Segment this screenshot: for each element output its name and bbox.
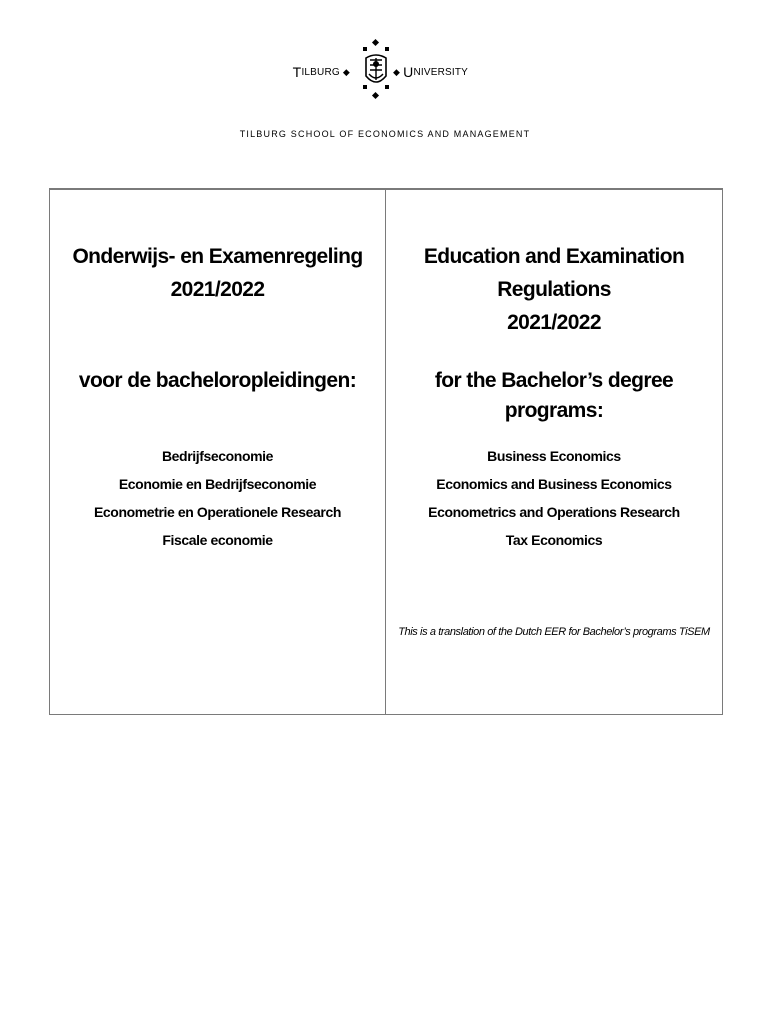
program-item: Business Economics [487, 448, 621, 464]
dutch-title-year: 2021/2022 [170, 278, 265, 301]
english-program-list [386, 442, 722, 554]
university-logo [0, 38, 770, 108]
english-subtitle: for the Bachelor’s degree programs: [434, 369, 674, 422]
university-seal-icon [360, 38, 392, 102]
english-title-year: 2021/2022 [507, 311, 601, 334]
dutch-subtitle: voor de bacheloropleidingen: [78, 369, 357, 392]
program-item: Tax Economics [505, 532, 603, 548]
dutch-column [50, 190, 386, 714]
program-item: Econometrics and Operations Research [428, 504, 680, 520]
program-item: Bedrijfseconomie [161, 448, 274, 464]
logo-wordmark-left [293, 64, 353, 80]
english-title [386, 240, 722, 339]
logo-right-initial: U [403, 64, 414, 80]
dutch-program-list [50, 442, 385, 554]
english-title-line1: Education and Examination Regulations [423, 245, 685, 301]
title-table [49, 188, 723, 715]
program-item: Economie en Bedrijfseconomie [118, 476, 317, 492]
diamond-icon: ◆ [342, 66, 350, 77]
translation-note: This is a translation of the Dutch EER for Bachelor’s programs TiSEM [398, 626, 710, 638]
logo-right-rest: NIVERSITY [413, 66, 469, 78]
diamond-icon: ◆ [393, 66, 401, 77]
english-column [386, 190, 722, 714]
dutch-title-line1: Onderwijs- en Examenregeling [72, 245, 363, 268]
logo-left-initial: T [292, 64, 302, 80]
dutch-title [50, 240, 385, 306]
program-item: Economics and Business Economics [436, 476, 672, 492]
logo-left-rest: ILBURG [301, 66, 340, 78]
program-item: Fiscale economie [162, 532, 273, 548]
school-name: TILBURG SCHOOL OF ECONOMICS AND MANAGEMENT [239, 129, 531, 139]
logo-wordmark-right [390, 64, 468, 80]
program-item: Econometrie en Operationele Research [93, 504, 342, 520]
